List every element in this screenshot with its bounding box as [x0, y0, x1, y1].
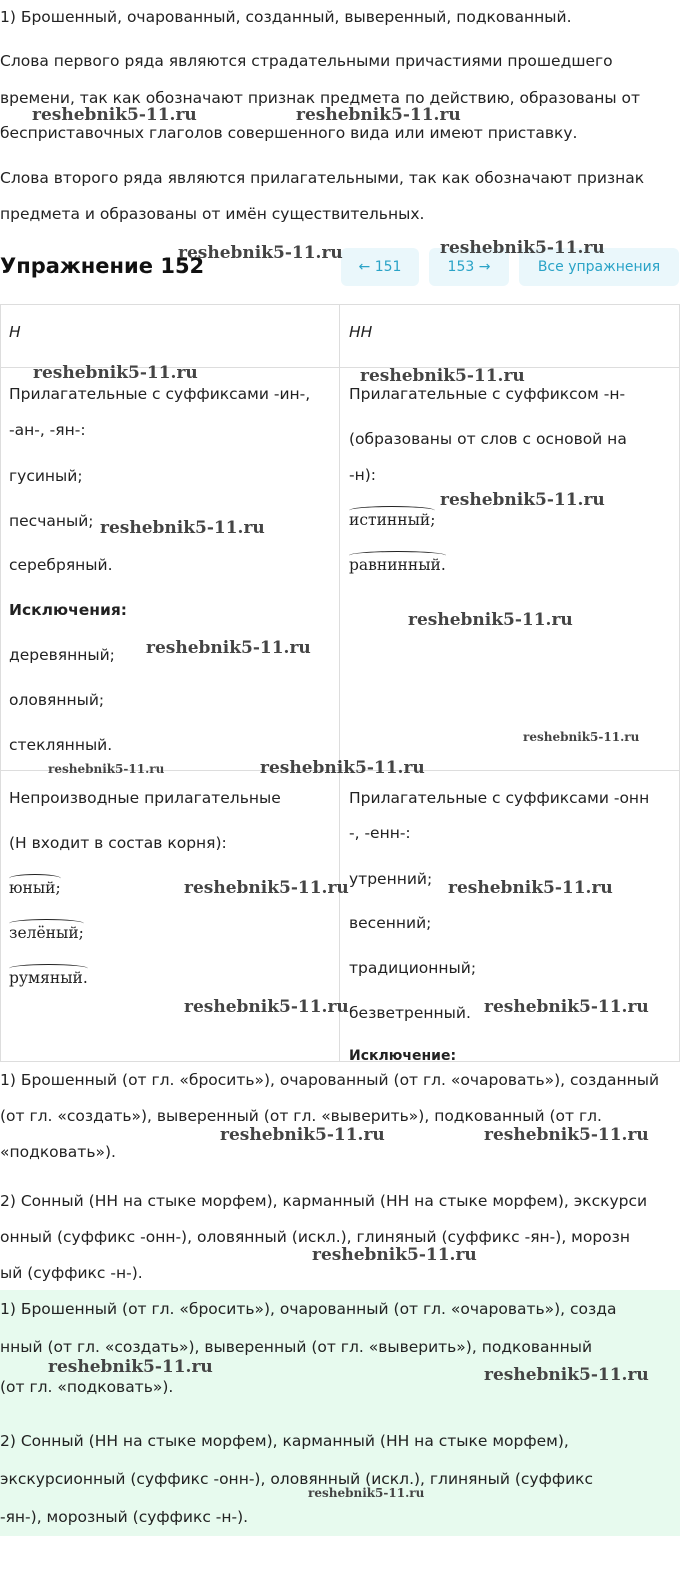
cell-word: деревянный; [9, 646, 115, 664]
table-header-nn: НН [349, 323, 373, 341]
watermark: reshebnik5-11.ru [440, 490, 605, 510]
answer-line: (от гл. «подковать»). [0, 1378, 174, 1396]
all-exercises-button[interactable]: Все упражнения [519, 248, 679, 286]
watermark: reshebnik5-11.ru [33, 363, 198, 383]
cell-word: румяный. [9, 969, 88, 987]
watermark: reshebnik5-11.ru [484, 1365, 649, 1385]
cell-word: истинный; [349, 511, 436, 529]
watermark: reshebnik5-11.ru [484, 997, 649, 1017]
answer-line: 2) Сонный (НН на стыке морфем), карманный (НН на стыке морфем), [0, 1432, 569, 1450]
cell-text: Непроизводные прилагательные [9, 789, 281, 807]
page-title: Упражнение 152 [0, 254, 205, 278]
cell-word: зелёный; [9, 924, 84, 942]
cell-word: утренний; [349, 870, 433, 888]
answer-line: онный (суффикс -онн-), оловянный (искл.), глиняный (суффикс -ян-), морозн [0, 1228, 631, 1246]
cell-word: стеклянный. [9, 736, 113, 754]
text-line: предмета и образованы от имён существительных. [0, 205, 425, 223]
answer-line: -ян-), морозный (суффикс -н-). [0, 1508, 249, 1526]
watermark: reshebnik5-11.ru [312, 1245, 477, 1265]
cell-word: юный; [9, 879, 61, 897]
cell-text: -, -енн-: [349, 824, 411, 842]
cell-exceptions-label: Исключения: [9, 601, 127, 619]
answer-line: 1) Брошенный (от гл. «бросить»), очарованный (от гл. «очаровать»), созданный [0, 1071, 660, 1089]
cell-text: (Н входит в состав корня): [9, 834, 227, 852]
watermark: reshebnik5-11.ru [220, 1125, 385, 1145]
cell-text: -н): [349, 466, 376, 484]
cell-word: традиционный; [349, 959, 477, 977]
watermark: reshebnik5-11.ru [440, 238, 605, 258]
rules-table [0, 304, 680, 1062]
watermark: reshebnik5-11.ru [308, 1486, 425, 1500]
answer-line: экскурсионный (суффикс -онн-), оловянный (искл.), глиняный (суффикс [0, 1470, 594, 1488]
answer-line: «подковать»). [0, 1143, 116, 1161]
cell-word: песчаный; [9, 512, 94, 530]
text-line: времени, так как обозначают признак предмета по действию, образованы от [0, 89, 641, 107]
watermark: reshebnik5-11.ru [260, 758, 425, 778]
watermark: reshebnik5-11.ru [184, 878, 349, 898]
cell-text: Прилагательные с суффиксом -н- [349, 385, 626, 403]
cell-text: (образованы от слов с основой на [349, 430, 627, 448]
watermark: reshebnik5-11.ru [523, 730, 640, 744]
answer-line: ый (суффикс -н-). [0, 1264, 143, 1282]
prev-exercise-button[interactable]: ← 151 [341, 248, 419, 286]
cell-word: безветренный. [349, 1004, 471, 1022]
watermark: reshebnik5-11.ru [408, 610, 573, 630]
cell-text: Прилагательные с суффиксами -ин-, [9, 385, 311, 403]
text-line: Слова второго ряда являются прилагательными, так как обозначают признак [0, 169, 645, 187]
watermark: reshebnik5-11.ru [48, 1357, 213, 1377]
text-line: Слова первого ряда являются страдательными причастиями прошедшего [0, 52, 613, 70]
answer-line: (от гл. «создать»), выверенный (от гл. «выверить»), подкованный (от гл. [0, 1107, 602, 1125]
answer-line: 1) Брошенный (от гл. «бросить»), очарованный (от гл. «очаровать»), созда [0, 1300, 617, 1318]
watermark: reshebnik5-11.ru [32, 105, 197, 125]
cell-word: серебряный. [9, 556, 113, 574]
watermark: reshebnik5-11.ru [484, 1125, 649, 1145]
table-header-n: Н [9, 323, 21, 341]
watermark: reshebnik5-11.ru [146, 638, 311, 658]
watermark: reshebnik5-11.ru [448, 878, 613, 898]
cell-word: оловянный; [9, 691, 105, 709]
next-exercise-button[interactable]: 153 → [429, 248, 509, 286]
text-line: бесприставочных глаголов совершенного вида или имеют приставку. [0, 124, 578, 142]
cell-word: равнинный. [349, 556, 446, 574]
cell-word: весенний; [349, 914, 432, 932]
watermark: reshebnik5-11.ru [100, 518, 265, 538]
cell-exceptions-label: Исключение: [349, 1048, 457, 1064]
cell-text: Прилагательные с суффиксами -онн [349, 789, 650, 807]
answer-line: нный (от гл. «создать»), выверенный (от гл. «выверить»), подкованный [0, 1338, 593, 1356]
watermark: reshebnik5-11.ru [184, 997, 349, 1017]
watermark: reshebnik5-11.ru [296, 105, 461, 125]
answer-line: 2) Сонный (НН на стыке морфем), карманный (НН на стыке морфем), экскурси [0, 1192, 648, 1210]
cell-word: гусиный; [9, 467, 83, 485]
watermark: reshebnik5-11.ru [48, 762, 165, 776]
watermark: reshebnik5-11.ru [360, 366, 525, 386]
text-line: 1) Брошенный, очарованный, созданный, выверенный, подкованный. [0, 8, 572, 26]
cell-text: -ан-, -ян-: [9, 421, 86, 439]
watermark: reshebnik5-11.ru [178, 243, 343, 263]
